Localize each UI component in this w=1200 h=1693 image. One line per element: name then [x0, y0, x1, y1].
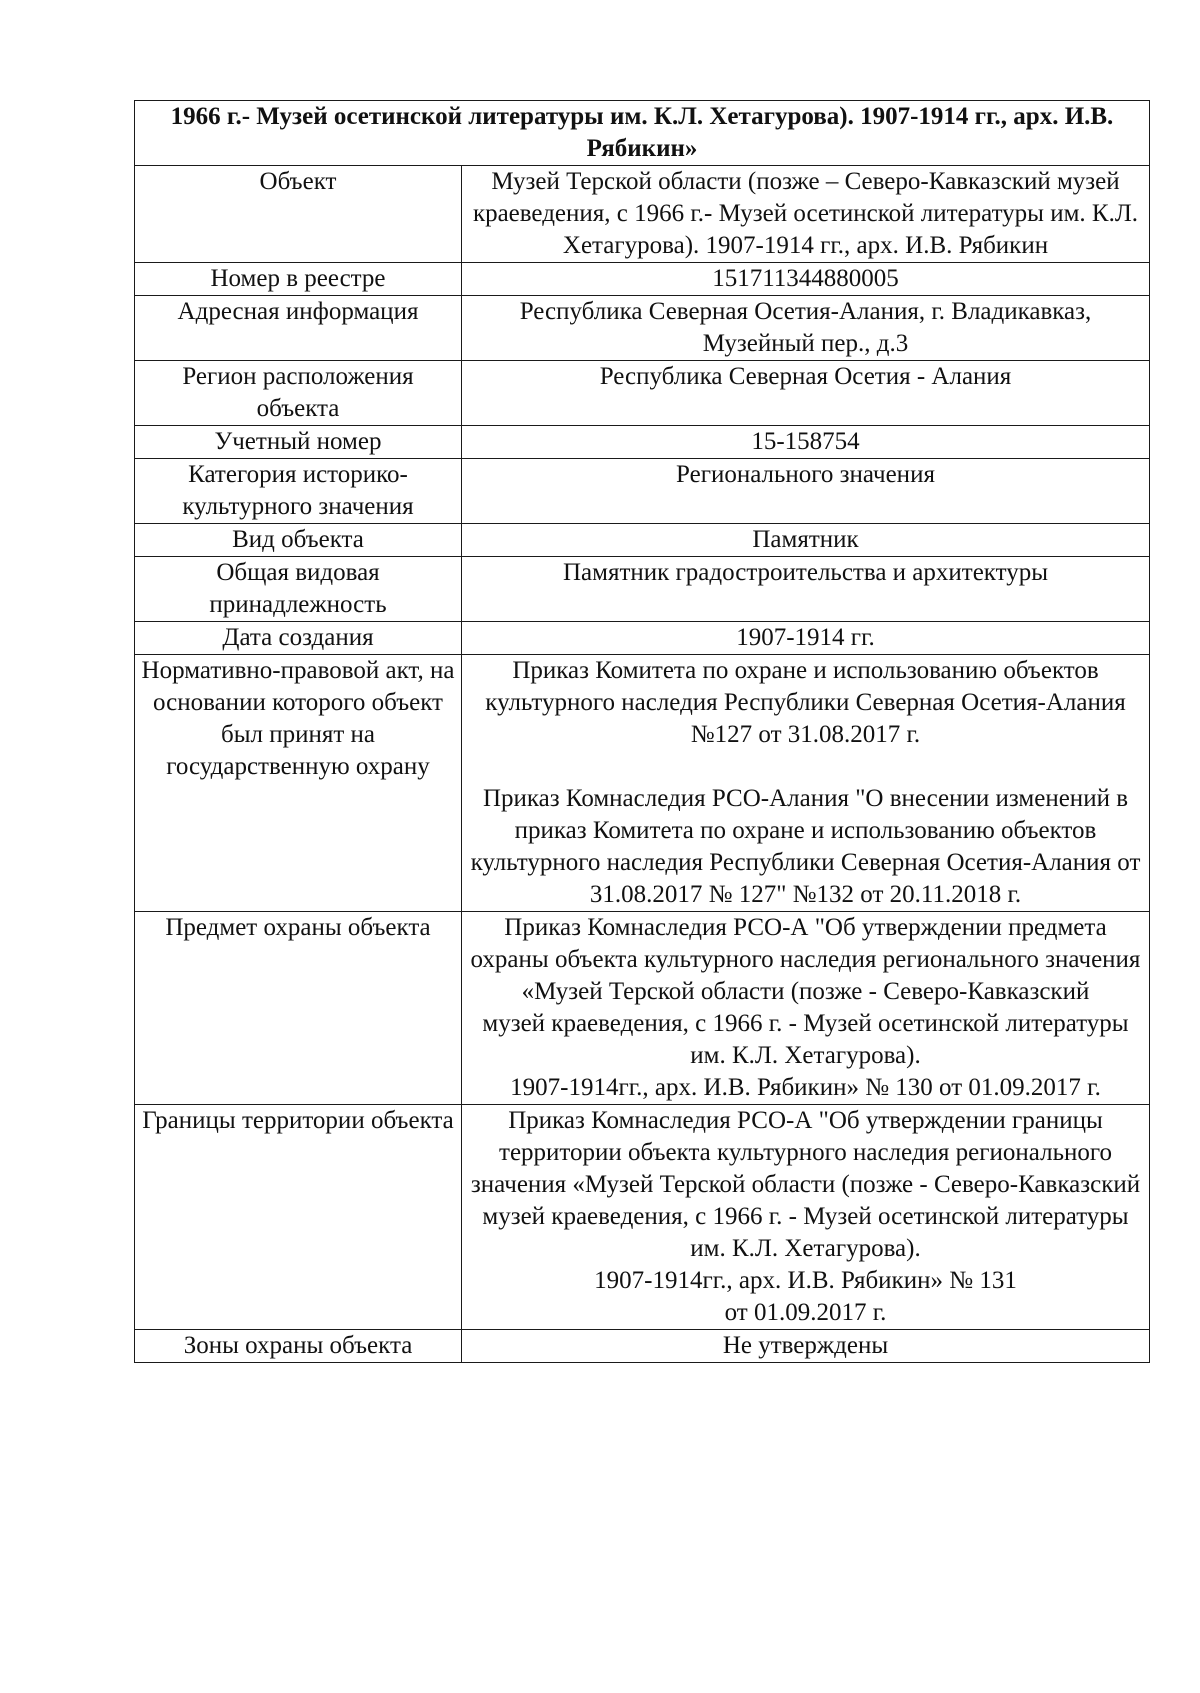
territory-boundaries-order-text: Приказ Комнаследия РСО-А "Об утверждении границы территории объекта культурного наследия регионального значения «Музей Терской области (позже - Северо-Кавказский музей краеведения, с 1966 г. - Музей осетинской литературы им. К.Л. Хетагурова). 1907-1914гг., арх. И.В. Рябикин» № 131 от 01.09.2017 г.	[470, 1107, 1141, 1326]
legal-act-order-132: Приказ Комнаследия РСО-Алания "О внесении изменений в приказ Комитета по охране и использованию объектов культурного наследия Республики Северная Осетия-Алания от 31.08.2017 № 127" №132 от 20.11.2018 г.	[470, 785, 1141, 908]
row-label-account-number: Учетный номер	[135, 426, 462, 459]
table-row	[135, 166, 1150, 263]
row-value-region: Республика Северная Осетия - Алания	[462, 361, 1150, 426]
row-value-protection-subject	[462, 912, 1150, 1105]
row-value-protection-zones: Не утверждены	[462, 1330, 1150, 1363]
table-row	[135, 655, 1150, 912]
table-header-row	[135, 101, 1150, 166]
legal-act-order-127: Приказ Комитета по охране и использованию объектов культурного наследия Республики Северная Осетия-Алания №127 от 31.08.2017 г.	[485, 657, 1126, 748]
table-row	[135, 296, 1150, 361]
row-label-protection-subject: Предмет охраны объекта	[135, 912, 462, 1105]
row-value-category: Регионального значения	[462, 459, 1150, 524]
row-label-territory-boundaries: Границы территории объекта	[135, 1105, 462, 1330]
row-value-address: Республика Северная Осетия-Алания, г. Владикавказ, Музейный пер., д.3	[462, 296, 1150, 361]
row-label-category: Категория историко-культурного значения	[135, 459, 462, 524]
table-row	[135, 912, 1150, 1105]
row-label-protection-zones: Зоны охраны объекта	[135, 1330, 462, 1363]
row-label-object-type: Вид объекта	[135, 524, 462, 557]
row-value-legal-act	[462, 655, 1150, 912]
table-header-text: 1966 г.- Музей осетинской литературы им. К.Л. Хетагурова). 1907-1914 гг., арх. И.В. Рябикин»	[135, 101, 1150, 166]
row-label-object: Объект	[135, 166, 462, 263]
protection-subject-order-text: Приказ Комнаследия РСО-А "Об утверждении предмета охраны объекта культурного наследия регионального значения «Музей Терской области (позже - Северо-Кавказский музей краеведения, с 1966 г. - Музей осетинской литературы им. К.Л. Хетагурова). 1907-1914гг., арх. И.В. Рябикин» № 130 от 01.09.2017 г.	[470, 914, 1141, 1101]
table-row	[135, 557, 1150, 622]
row-value-creation-date: 1907-1914 гг.	[462, 622, 1150, 655]
paragraph-spacer	[468, 751, 1143, 783]
row-value-territory-boundaries	[462, 1105, 1150, 1330]
heritage-registry-table	[134, 100, 1150, 1363]
row-value-general-type: Памятник градостроительства и архитектуры	[462, 557, 1150, 622]
table-row	[135, 426, 1150, 459]
table-row	[135, 1105, 1150, 1330]
row-value-registry-number: 151711344880005	[462, 263, 1150, 296]
row-value-account-number: 15-158754	[462, 426, 1150, 459]
table-row	[135, 459, 1150, 524]
table-row	[135, 361, 1150, 426]
row-value-object: Музей Терской области (позже – Северо-Кавказский музей краеведения, с 1966 г.- Музей осетинской литературы им. К.Л. Хетагурова). 1907-1914 гг., арх. И.В. Рябикин	[462, 166, 1150, 263]
table-row	[135, 524, 1150, 557]
row-value-object-type: Памятник	[462, 524, 1150, 557]
table-row	[135, 1330, 1150, 1363]
row-label-legal-act: Нормативно-правовой акт, на основании которого объект был принят на государственную охрану	[135, 655, 462, 912]
row-label-general-type: Общая видовая принадлежность	[135, 557, 462, 622]
row-label-registry-number: Номер в реестре	[135, 263, 462, 296]
row-label-region: Регион расположения объекта	[135, 361, 462, 426]
row-label-address: Адресная информация	[135, 296, 462, 361]
table-row	[135, 622, 1150, 655]
table-row	[135, 263, 1150, 296]
row-label-creation-date: Дата создания	[135, 622, 462, 655]
